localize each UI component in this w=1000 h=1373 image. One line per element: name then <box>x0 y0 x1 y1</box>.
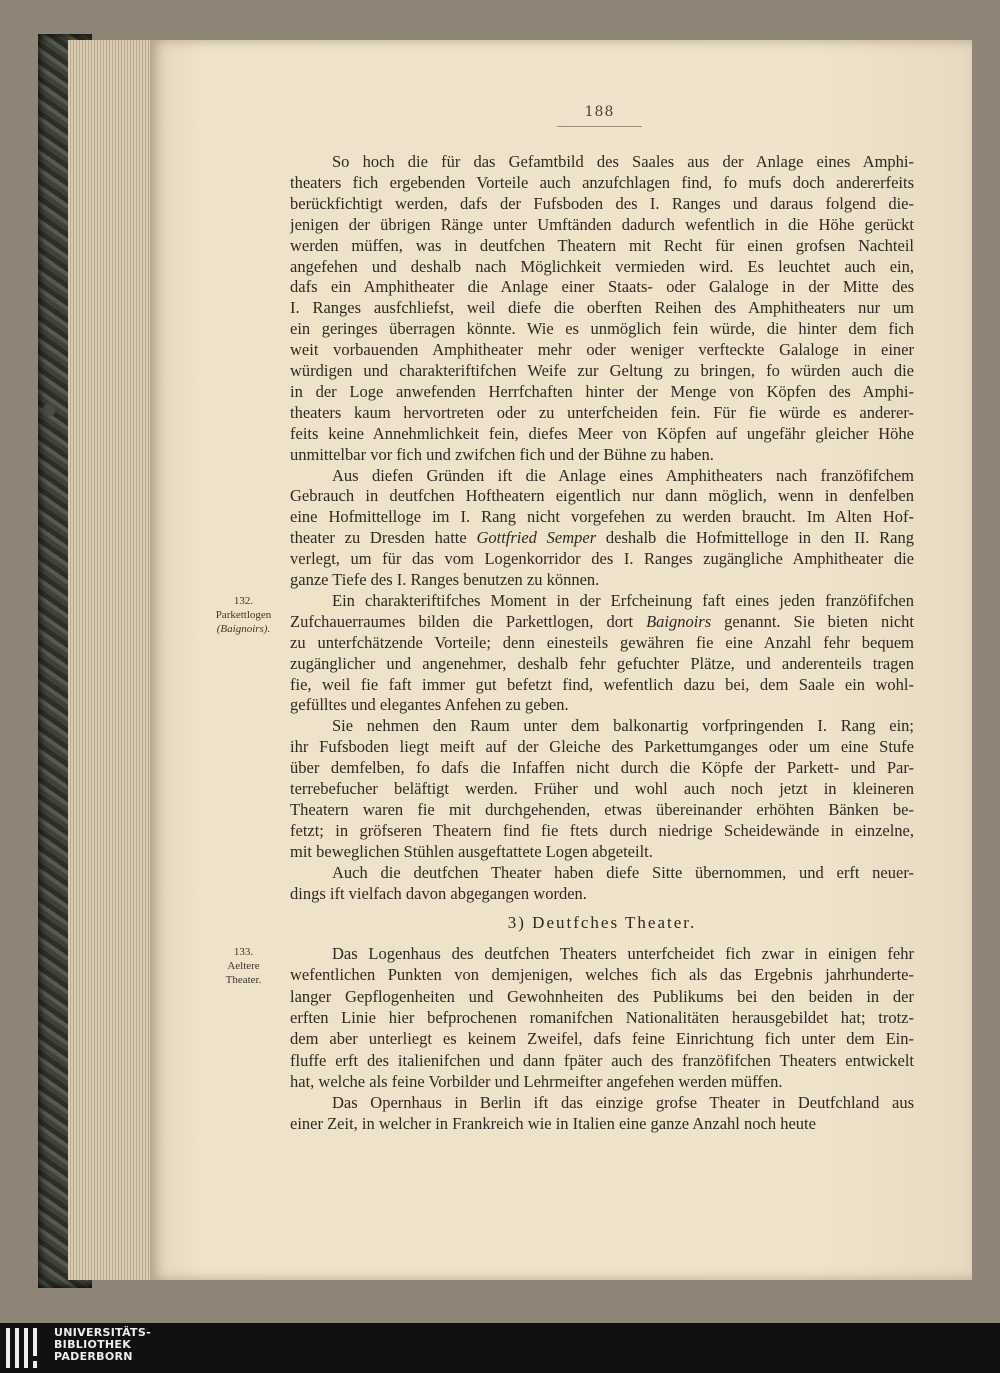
text-line: So hoch die für das Gefamtbild des Saales aus der Anlage eines Amphi- <box>332 152 914 171</box>
page-edges <box>68 40 158 1280</box>
text-line: Theatern waren fie mit durchgehenden, etwas übereinander erhöhten Bänken be- <box>290 799 914 819</box>
text-line: Ein charakteriftifches Moment in der Erfcheinung faft eines jeden franzöfifchen <box>332 590 914 610</box>
text-line: in der Loge anwefenden Herrfchaften hinter der Menge von Köpfen des Amphi- <box>290 381 914 401</box>
margin-note-133 <box>206 945 281 987</box>
text-line: feits keine Annehmlichkeit fein, diefes Meer von Köpfen auf ungefähr gleicher Höhe <box>290 423 914 443</box>
margin-note-title: Aeltere <box>227 960 260 972</box>
text-line: terrebefucher beläftigt werden. Früher und wohl auch noch jetzt in kleineren <box>290 779 914 798</box>
text-line: erften Linie hier befprochenen romanifchen Nationalitäten herausgebildet hat; trotz- <box>290 1007 914 1027</box>
margin-note-subtitle: Theater. <box>225 974 262 986</box>
text-line: hat, welche als feine Vorbilder und Lehrmeifter angefehen werden müffen. <box>290 1071 783 1091</box>
text-line: Das Logenhaus des deutfchen Theaters unterfcheidet fich zwar in einigen fehr <box>332 944 914 963</box>
margin-note-number: 132. <box>233 595 254 607</box>
text-line: würdigen und charakteriftifchen Weife zur Geltung zu bringen, fo würden auch die <box>290 361 914 380</box>
margin-note-subtitle: (Baignoirs). <box>216 623 271 635</box>
text-line: eine Hofmittelloge im I. Rang nicht vorgefehen zu werden braucht. Im Alten Hof- <box>290 507 914 527</box>
text-line: Das Opernhaus in Berlin ift das einzige grofse Theater in Deutfchland aus <box>332 1093 914 1113</box>
text-line: ihr Fufsboden liegt meift auf der Gleiche des Parkettumganges oder um eine Stufe <box>290 737 914 757</box>
text-line: I. Ranges ausfchliefst, weil diefe die oberften Reihen des Amphitheaters nur um <box>290 298 914 318</box>
italic-name: Baignoirs <box>646 611 712 631</box>
text-line: unmittelbar vor fich und zwifchen fich und der Bühne zu haben. <box>290 444 714 464</box>
text-line: mit beweglichen Stühlen ausgeftattete Logen abgeteilt. <box>290 841 653 861</box>
text-line: Auch die deutfchen Theater haben diefe Sitte übernommen, und erft neuer- <box>332 862 914 882</box>
text-line: dafs ein Amphitheater die Anlage einer Staats- oder Galaloge in der Mitte des <box>290 277 914 297</box>
text-line: über demfelben, fo dafs die Infaffen nicht durch die Köpfe der Parkett- und Par- <box>290 758 914 778</box>
text-line: theaters fich ergebenden Vorteile auch anzufchlagen find, fo mufs doch andererfeits <box>290 172 914 192</box>
text-line: ganze Tiefe des I. Ranges benutzen zu können. <box>290 570 600 589</box>
text-line: theaters kaum hervortreten oder zu unterfcheiden fein. Für fie würde es anderer- <box>290 402 914 422</box>
text-line: Zufchauerraumes bilden die Parkettlogen, dort Baignoirs genannt. Sie bieten nicht <box>290 611 914 631</box>
page-number-rule <box>557 126 642 127</box>
italic-name: Gottfried Semper <box>476 528 597 548</box>
text-line: zu unterfchätzende Vorteile; denn einesteils gewähren fie eine Anzahl fehr bequem <box>290 632 914 652</box>
text-line: theater zu Dresden hatte Gottfried Semper deshalb die Hofmittelloge in den II. Rang <box>290 528 914 548</box>
library-name-line-1: UNIVERSITÄTS- <box>54 1326 151 1339</box>
text-line: Aus diefen Gründen ift die Anlage eines Amphitheaters nach franzöfifchem <box>332 465 914 485</box>
margin-note-title: Parkettlogen <box>215 609 272 621</box>
library-name-line-2: BIBLIOTHEK <box>54 1338 132 1351</box>
text-line: einer Zeit, in welcher in Frankreich wie in Italien eine ganze Anzahl noch heute <box>290 1114 816 1134</box>
text-line: gefülltes und elegantes Anfehen zu geben. <box>290 695 569 715</box>
text-line: jenigen der übrigen Ränge unter Umftänden dadurch wefentlich in die Höhe gerückt <box>290 214 914 234</box>
section-heading: 3) Deutfches Theater. <box>507 913 697 932</box>
library-logo-icon <box>6 1328 48 1368</box>
margin-note-132 <box>206 594 281 636</box>
text-line: ein geringes überragen könnte. Wie es unmöglich fein würde, die hinter dem fich <box>290 319 914 339</box>
text-line: dem aber unterliegt es keinem Zweifel, dafs feine Einrichtung fich unter dem Ein- <box>290 1029 914 1049</box>
text-line: fluffe erft des italienifchen und dann fpäter auch des franzöfifchen Theaters entwickelt <box>290 1050 914 1070</box>
text-line: Sie nehmen den Raum unter dem balkonartig vorfpringenden I. Rang ein; <box>332 716 914 736</box>
margin-note-number: 133. <box>233 946 254 958</box>
text-line: angefehen und deshalb nach Möglichkeit vermieden wird. Es leuchtet auch ein, <box>290 256 914 276</box>
text-line: fetzt; in gröfseren Theatern find fie ftets durch niedrige Scheidewände in einzelne, <box>290 820 914 840</box>
text-line: zugänglicher und angenehmer, deshalb fehr gefuchter Plätze, und anderenteils tragen <box>290 653 914 673</box>
text-line: weit vorbauenden Amphitheater mehr oder weniger verfteckte Galaloge in einer <box>290 340 914 360</box>
text-line: dings ift vielfach davon abgegangen worden. <box>290 883 587 903</box>
text-line: langer Gepflogenheiten und Gewohnheiten des Publikums bei den beiden in der <box>290 986 914 1006</box>
text-line: fie, weil fie faft immer gut befetzt find, wefentlich dazu bei, dem Saale ein wohl- <box>290 674 914 694</box>
text-line: verlegt, um für das vom Logenkorridor des I. Ranges zugängliche Amphitheater die <box>290 549 914 569</box>
text-line: Gebrauch in deutfchen Hoftheatern eigentlich nur dann möglich, wenn in denfelben <box>290 486 914 506</box>
text-line: berückfichtigt werden, dafs der Fufsboden des I. Ranges und daraus folgend die- <box>290 193 914 213</box>
text-line: wefentlichen Punkten von demjenigen, welches fich als das Ergebnis jahrhunderte- <box>290 965 914 985</box>
page-number: 188 <box>584 104 615 120</box>
library-name-line-3: PADERBORN <box>54 1350 133 1363</box>
text-line: werden müffen, was in deutfchen Theatern mit Recht für einen grofsen Nachteil <box>290 235 914 255</box>
library-logo-text <box>54 1327 151 1363</box>
